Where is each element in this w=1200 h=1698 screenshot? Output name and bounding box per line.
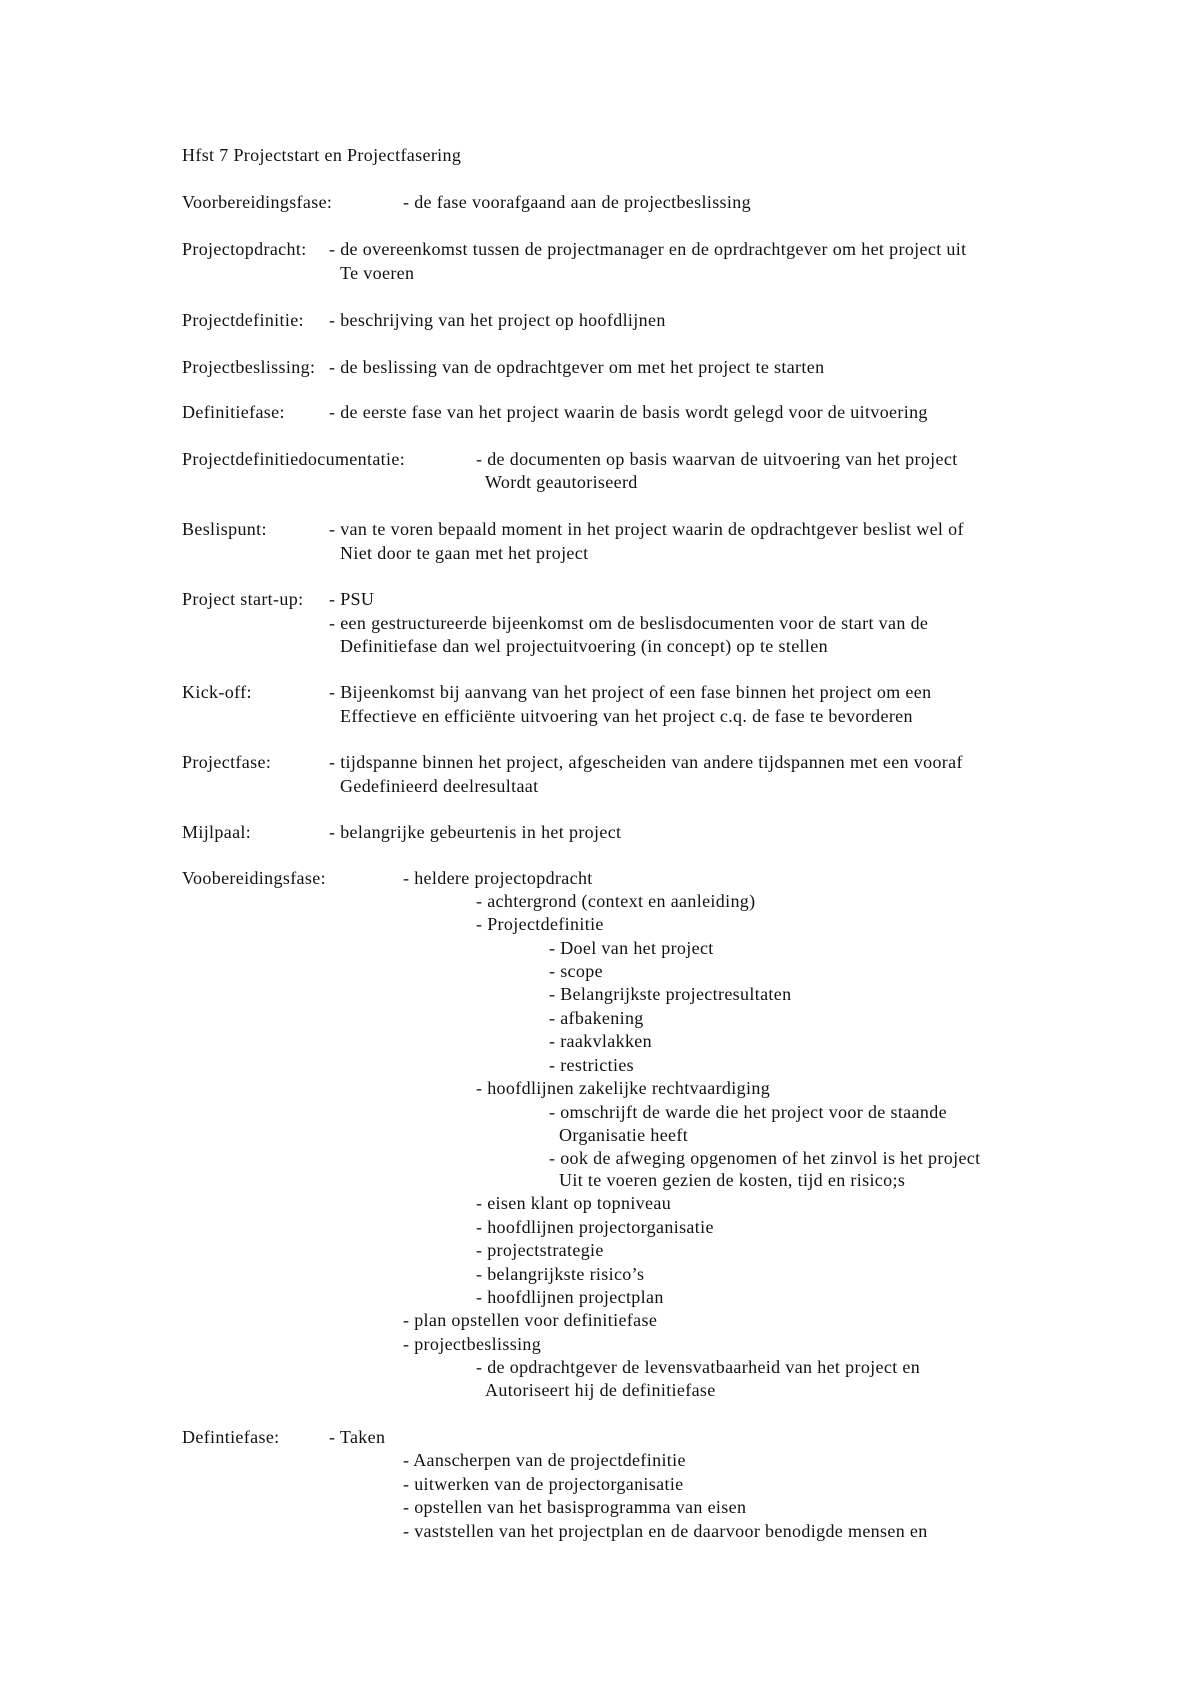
outline-item: - uitwerken van de projectorganisatie xyxy=(403,1474,684,1494)
definition-line: - tijdspanne binnen het project, afgescheiden van andere tijdspannen met een vooraf xyxy=(329,752,963,772)
definition-line: - belangrijke gebeurtenis in het project xyxy=(329,822,622,842)
outline-item: - afbakening xyxy=(549,1008,644,1028)
outline-item: - Aanscherpen van de projectdefinitie xyxy=(403,1450,686,1470)
definition-line: - beschrijving van het project op hoofdlijnen xyxy=(329,310,666,330)
outline-item: - raakvlakken xyxy=(549,1031,652,1051)
definition-line: - de overeenkomst tussen de projectmanager en de oprdrachtgever om het project uit xyxy=(329,239,967,259)
definition-line: - Bijeenkomst bij aanvang van het project of een fase binnen het project om een xyxy=(329,682,932,702)
outline-item: - hoofdlijnen zakelijke rechtvaardiging xyxy=(476,1078,771,1098)
definition-line: Wordt geautoriseerd xyxy=(485,472,638,492)
definition-line: - de beslissing van de opdrachtgever om met het project te starten xyxy=(329,357,825,377)
outline-item: - Taken xyxy=(329,1427,386,1447)
outline-item: - plan opstellen voor definitiefase xyxy=(403,1310,658,1330)
outline-item: - opstellen van het basisprogramma van eisen xyxy=(403,1497,747,1517)
definition-line: - de eerste fase van het project waarin de basis wordt gelegd voor de uitvoering xyxy=(329,402,928,422)
definition-term: Voorbereidingsfase: xyxy=(182,192,333,212)
outline-item: - belangrijkste risico’s xyxy=(476,1264,645,1284)
outline-item: - hoofdlijnen projectorganisatie xyxy=(476,1217,714,1237)
outline-item: Organisatie heeft xyxy=(559,1125,689,1145)
definition-line: Definitiefase dan wel projectuitvoering (in concept) op te stellen xyxy=(340,636,828,656)
outline-item: - de opdrachtgever de levensvatbaarheid van het project en xyxy=(476,1357,921,1377)
outline-item: - Doel van het project xyxy=(549,938,714,958)
definition-line: Gedefinieerd deelresultaat xyxy=(340,776,539,796)
definition-line: - van te voren bepaald moment in het project waarin de opdrachtgever beslist wel of xyxy=(329,519,964,539)
definition-term: Projectdefinitiedocumentatie: xyxy=(182,449,406,469)
definition-term: Kick-off: xyxy=(182,682,252,702)
definition-line: - een gestructureerde bijeenkomst om de beslisdocumenten voor de start van de xyxy=(329,613,929,633)
outline-item: - eisen klant op topniveau xyxy=(476,1193,672,1213)
outline-item: - heldere projectopdracht xyxy=(403,868,593,888)
definition-term: Projectopdracht: xyxy=(182,239,307,259)
outline-item: - projectstrategie xyxy=(476,1240,604,1260)
definition-line: - PSU xyxy=(329,589,375,609)
page-title: Hfst 7 Projectstart en Projectfasering xyxy=(182,145,462,165)
outline-item: - ook de afweging opgenomen of het zinvol is het project xyxy=(549,1148,981,1168)
definition-line: Niet door te gaan met het project xyxy=(340,543,589,563)
definition-line: - de documenten op basis waarvan de uitvoering van het project xyxy=(476,449,958,469)
definition-line: - de fase voorafgaand aan de projectbeslissing xyxy=(403,192,751,212)
definition-line: Effectieve en efficiënte uitvoering van het project c.q. de fase te bevorderen xyxy=(340,706,913,726)
outline-term: Voobereidingsfase: xyxy=(182,868,326,888)
outline-item: - Belangrijkste projectresultaten xyxy=(549,984,792,1004)
outline-item: - achtergrond (context en aanleiding) xyxy=(476,891,756,911)
outline-term: Defintiefase: xyxy=(182,1427,280,1447)
outline-item: - Projectdefinitie xyxy=(476,914,604,934)
definition-term: Projectdefinitie: xyxy=(182,310,304,330)
definition-term: Projectbeslissing: xyxy=(182,357,316,377)
definition-term: Beslispunt: xyxy=(182,519,267,539)
definition-term: Definitiefase: xyxy=(182,402,285,422)
outline-item: Uit te voeren gezien de kosten, tijd en risico;s xyxy=(559,1170,906,1190)
outline-item: - omschrijft de warde die het project voor de staande xyxy=(549,1102,947,1122)
outline-item: - vaststellen van het projectplan en de daarvoor benodigde mensen en xyxy=(403,1521,928,1541)
definition-line: Te voeren xyxy=(340,263,415,283)
definition-term: Mijlpaal: xyxy=(182,822,252,842)
definition-term: Projectfase: xyxy=(182,752,272,772)
outline-item: - restricties xyxy=(549,1055,635,1075)
outline-item: - hoofdlijnen projectplan xyxy=(476,1287,664,1307)
definition-term: Project start-up: xyxy=(182,589,304,609)
outline-item: Autoriseert hij de definitiefase xyxy=(485,1380,716,1400)
outline-item: - scope xyxy=(549,961,603,981)
outline-item: - projectbeslissing xyxy=(403,1334,542,1354)
